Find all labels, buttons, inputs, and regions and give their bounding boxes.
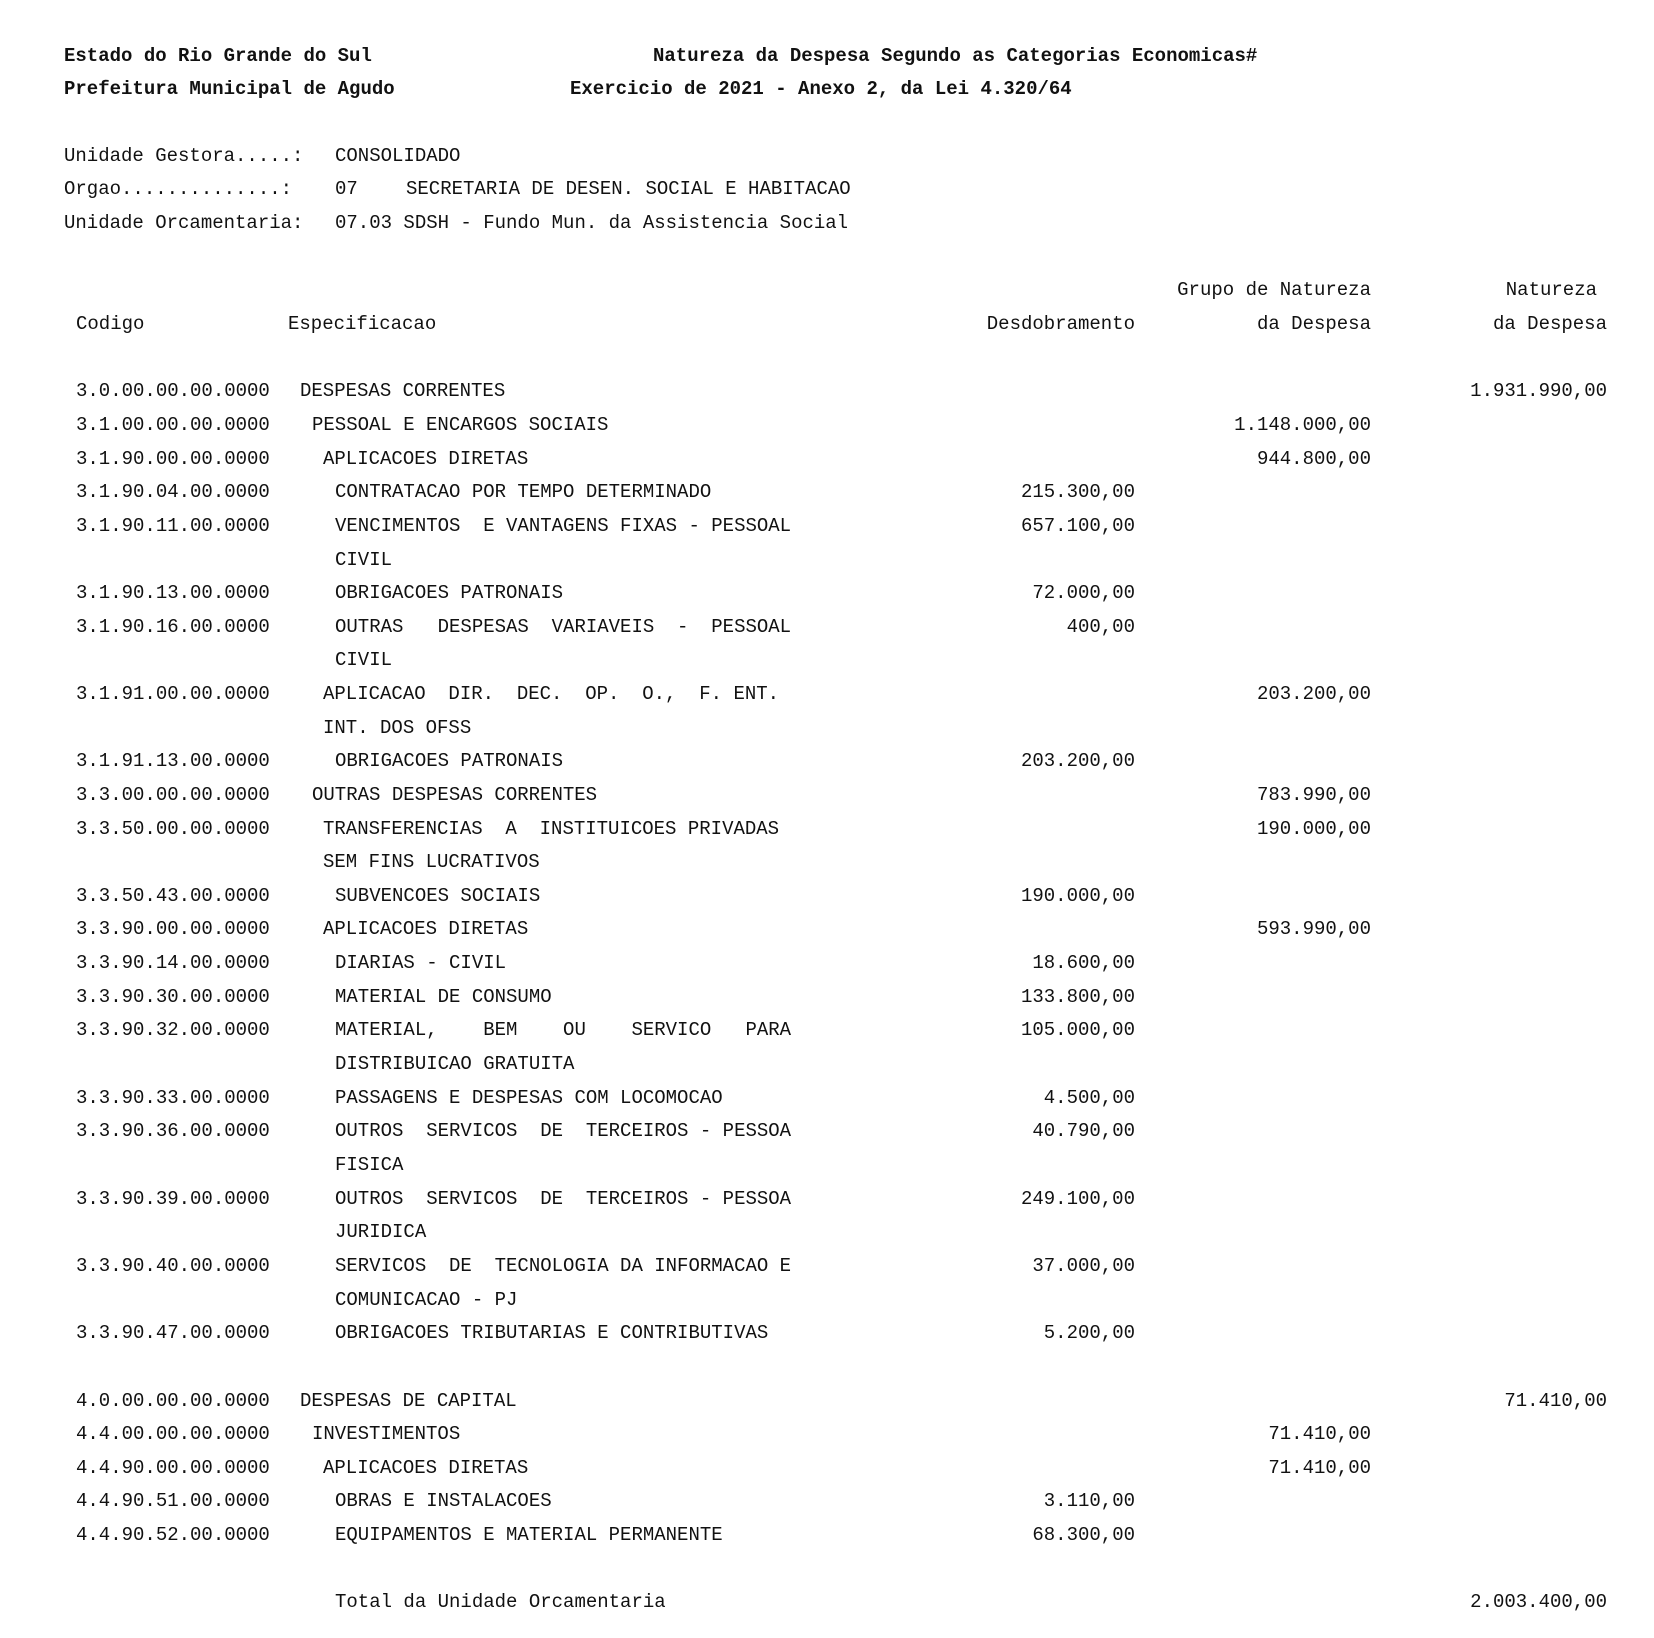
row-natureza: 71.410,00	[1504, 1390, 1607, 1412]
row-specification: MATERIAL DE CONSUMO	[335, 986, 552, 1008]
row-specification-continued: SEM FINS LUCRATIVOS	[323, 851, 540, 873]
row-desdobramento: 203.200,00	[1020, 750, 1135, 772]
row-code: 3.3.90.33.00.0000	[76, 1087, 270, 1109]
row-desdobramento: 4.500,00	[1043, 1087, 1135, 1109]
row-specification: OBRAS E INSTALACOES	[335, 1490, 552, 1512]
row-desdobramento: 18.600,00	[1032, 952, 1135, 974]
orgao-name: SECRETARIA DE DESEN. SOCIAL E HABITACAO	[406, 178, 851, 200]
row-specification: OBRIGACOES TRIBUTARIAS E CONTRIBUTIVAS	[335, 1322, 769, 1344]
row-desdobramento: 190.000,00	[1020, 885, 1135, 907]
orgao-label: Orgao..............:	[64, 178, 293, 200]
row-code: 3.1.91.00.00.0000	[76, 683, 270, 705]
row-grupo: 190.000,00	[1256, 818, 1371, 840]
row-specification: CONTRATACAO POR TEMPO DETERMINADO	[335, 481, 712, 503]
row-specification: DIARIAS - CIVIL	[335, 952, 507, 974]
row-code: 4.0.00.00.00.0000	[76, 1390, 270, 1412]
row-specification: OUTRAS DESPESAS VARIAVEIS - PESSOAL	[335, 616, 792, 638]
row-grupo: 71.410,00	[1268, 1423, 1371, 1445]
row-natureza: 1.931.990,00	[1470, 380, 1607, 402]
row-desdobramento: 40.790,00	[1032, 1120, 1135, 1142]
row-specification: OUTROS SERVICOS DE TERCEIROS - PESSOA	[335, 1188, 792, 1210]
row-code: 3.1.90.13.00.0000	[76, 582, 270, 604]
unidade-orcamentaria-value: 07.03 SDSH - Fundo Mun. da Assistencia Social	[335, 212, 849, 234]
row-code: 3.3.50.00.00.0000	[76, 818, 270, 840]
row-grupo: 1.148.000,00	[1234, 414, 1371, 436]
total-value: 2.003.400,00	[1470, 1591, 1607, 1613]
row-code: 3.0.00.00.00.0000	[76, 380, 270, 402]
column-header-especificacao: Especificacao	[288, 313, 437, 335]
column-header-natureza-line1: Natureza	[1505, 279, 1597, 301]
total-label: Total da Unidade Orcamentaria	[335, 1591, 666, 1613]
row-specification-continued: COMUNICACAO - PJ	[335, 1289, 518, 1311]
row-desdobramento: 3.110,00	[1043, 1490, 1135, 1512]
row-code: 3.3.90.30.00.0000	[76, 986, 270, 1008]
row-specification: OBRIGACOES PATRONAIS	[335, 582, 564, 604]
row-desdobramento: 249.100,00	[1020, 1188, 1135, 1210]
column-header-grupo-line1: Grupo de Natureza	[1177, 279, 1371, 301]
row-desdobramento: 657.100,00	[1020, 515, 1135, 537]
row-code: 3.3.90.47.00.0000	[76, 1322, 270, 1344]
row-specification: DESPESAS CORRENTES	[300, 380, 506, 402]
row-specification: EQUIPAMENTOS E MATERIAL PERMANENTE	[335, 1524, 723, 1546]
column-header-desdobramento: Desdobramento	[986, 313, 1135, 335]
row-specification: MATERIAL, BEM OU SERVICO PARA	[335, 1019, 792, 1041]
row-code: 3.3.90.36.00.0000	[76, 1120, 270, 1142]
row-specification: APLICACAO DIR. DEC. OP. O., F. ENT.	[323, 683, 780, 705]
row-specification: OUTROS SERVICOS DE TERCEIROS - PESSOA	[335, 1120, 792, 1142]
row-specification: VENCIMENTOS E VANTAGENS FIXAS - PESSOAL	[335, 515, 792, 537]
row-desdobramento: 215.300,00	[1020, 481, 1135, 503]
state-name: Estado do Rio Grande do Sul	[64, 45, 372, 67]
row-desdobramento: 37.000,00	[1032, 1255, 1135, 1277]
row-specification: TRANSFERENCIAS A INSTITUICOES PRIVADAS	[323, 818, 780, 840]
row-code: 3.1.90.04.00.0000	[76, 481, 270, 503]
row-code: 4.4.90.52.00.0000	[76, 1524, 270, 1546]
row-specification-continued: CIVIL	[335, 549, 393, 571]
row-specification: APLICACOES DIRETAS	[323, 448, 529, 470]
row-code: 3.3.90.32.00.0000	[76, 1019, 270, 1041]
row-code: 3.3.90.40.00.0000	[76, 1255, 270, 1277]
unidade-gestora-value: CONSOLIDADO	[335, 145, 461, 167]
row-code: 3.1.90.00.00.0000	[76, 448, 270, 470]
row-code: 4.4.90.51.00.0000	[76, 1490, 270, 1512]
row-specification: INVESTIMENTOS	[312, 1423, 461, 1445]
row-grupo: 203.200,00	[1256, 683, 1371, 705]
row-code: 3.1.91.13.00.0000	[76, 750, 270, 772]
row-desdobramento: 72.000,00	[1032, 582, 1135, 604]
row-specification: PASSAGENS E DESPESAS COM LOCOMOCAO	[335, 1087, 723, 1109]
row-code: 3.3.90.39.00.0000	[76, 1188, 270, 1210]
row-desdobramento: 68.300,00	[1032, 1524, 1135, 1546]
row-desdobramento: 133.800,00	[1020, 986, 1135, 1008]
row-specification: APLICACOES DIRETAS	[323, 918, 529, 940]
row-specification-continued: CIVIL	[335, 649, 393, 671]
row-specification: DESPESAS DE CAPITAL	[300, 1390, 517, 1412]
unidade-gestora-label: Unidade Gestora.....:	[64, 145, 304, 167]
row-code: 3.3.90.14.00.0000	[76, 952, 270, 974]
report-title: Natureza da Despesa Segundo as Categorias Economicas#	[653, 45, 1258, 67]
row-desdobramento: 105.000,00	[1020, 1019, 1135, 1041]
row-grupo: 783.990,00	[1256, 784, 1371, 806]
row-grupo: 593.990,00	[1256, 918, 1371, 940]
row-specification: OBRIGACOES PATRONAIS	[335, 750, 564, 772]
row-grupo: 71.410,00	[1268, 1457, 1371, 1479]
row-specification: PESSOAL E ENCARGOS SOCIAIS	[312, 414, 609, 436]
row-code: 3.1.90.11.00.0000	[76, 515, 270, 537]
column-header-codigo: Codigo	[76, 313, 145, 335]
orgao-code: 07	[335, 178, 358, 200]
row-code: 4.4.90.00.00.0000	[76, 1457, 270, 1479]
municipality-name: Prefeitura Municipal de Agudo	[64, 78, 395, 100]
row-specification-continued: FISICA	[335, 1154, 404, 1176]
row-specification: SUBVENCOES SOCIAIS	[335, 885, 541, 907]
unidade-orcamentaria-label: Unidade Orcamentaria:	[64, 212, 304, 234]
row-grupo: 944.800,00	[1256, 448, 1371, 470]
row-code: 3.3.50.43.00.0000	[76, 885, 270, 907]
row-desdobramento: 5.200,00	[1043, 1322, 1135, 1344]
report-subtitle: Exercicio de 2021 - Anexo 2, da Lei 4.320/64	[570, 78, 1072, 100]
row-specification: OUTRAS DESPESAS CORRENTES	[312, 784, 598, 806]
row-specification-continued: DISTRIBUICAO GRATUITA	[335, 1053, 575, 1075]
row-code: 3.1.90.16.00.0000	[76, 616, 270, 638]
row-specification-continued: INT. DOS OFSS	[323, 717, 472, 739]
row-code: 3.1.00.00.00.0000	[76, 414, 270, 436]
row-desdobramento: 400,00	[1066, 616, 1135, 638]
row-specification: APLICACOES DIRETAS	[323, 1457, 529, 1479]
column-header-grupo-line2: da Despesa	[1256, 313, 1371, 335]
row-specification: SERVICOS DE TECNOLOGIA DA INFORMACAO E	[335, 1255, 792, 1277]
row-code: 3.3.90.00.00.0000	[76, 918, 270, 940]
row-specification-continued: JURIDICA	[335, 1221, 427, 1243]
column-header-natureza-line2: da Despesa	[1492, 313, 1607, 335]
row-code: 4.4.00.00.00.0000	[76, 1423, 270, 1445]
row-code: 3.3.00.00.00.0000	[76, 784, 270, 806]
